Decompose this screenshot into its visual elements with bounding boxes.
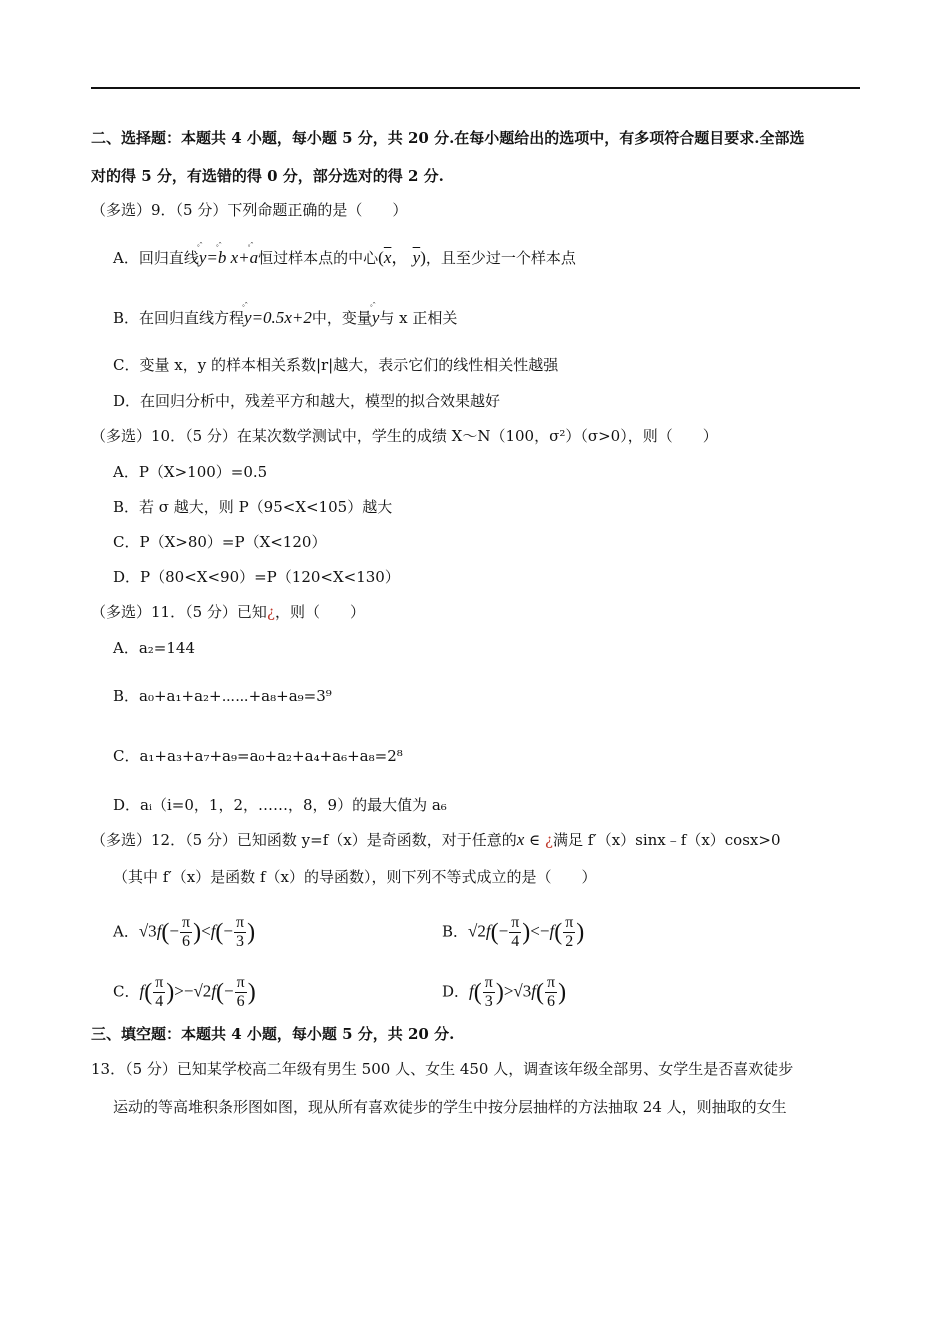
q11-stem-post: ，则（ ） <box>274 603 365 621</box>
q11-stem-pre: （多选）11．（5 分）已知 <box>91 603 267 621</box>
q12-option-c[interactable]: C．f( $\frac{\pi}{4}$ )>−√2f(− $\frac{\pi}{6}$ ) <box>113 974 256 1010</box>
frac-den: 6 <box>236 993 245 1010</box>
q12-stem1-mark: ¿ <box>544 831 553 849</box>
frac-num: π <box>547 974 556 991</box>
q9-stem: （多选）9．（5 分）下列命题正确的是（ ） <box>91 201 408 219</box>
q9-b-post: 与 x 正相关 <box>379 309 458 327</box>
frac-num: π <box>236 914 245 931</box>
q9-option-a[interactable] <box>113 248 576 268</box>
q9-option-b[interactable] <box>113 308 457 328</box>
regression-formula: ◦ˆ y=◦ˆ b x+◦ˆ a <box>199 248 258 267</box>
x-in: x <box>516 830 525 849</box>
q9-b-pre: B．在回归直线方程 <box>113 309 245 327</box>
q12-a-label: A． <box>113 922 139 941</box>
q13-line2: 运动的等高堆积条形图如图，现从所有喜欢徒步的学生中按分层抽样的方法抽取 24 人，则抽取的女生 <box>113 1098 787 1116</box>
q10-option-c[interactable]: C．P（X>80）=P（X<120） <box>113 533 327 551</box>
q12-c-label: C． <box>113 982 140 1001</box>
q12-option-a[interactable]: A．√3f(− $\frac{\pi}{6}$ )<f(− $\frac{\pi}{3}$ ) <box>113 914 256 950</box>
regression-equation: ◦ˆ y=0.5x+2 <box>244 308 312 327</box>
q11-stem <box>91 602 365 622</box>
frac-den: 4 <box>511 933 520 950</box>
frac-num: π <box>511 914 520 931</box>
q9-a-post: 恒过样本点的中心 <box>258 249 379 267</box>
frac-den: 2 <box>565 933 574 950</box>
q12-option-d[interactable]: D．f( $\frac{\pi}{3}$ )>√3f( $\frac{\pi}{6}$ ) <box>442 974 567 1010</box>
q10-option-b[interactable]: B．若 σ 越大，则 P（95<X<105）越大 <box>113 498 393 516</box>
frac-den: 3 <box>484 993 493 1010</box>
q9-a-pre: A．回归直线 <box>113 249 199 267</box>
q9-a-tail: ，且至少过一个样本点 <box>425 249 576 267</box>
frac-num: π <box>565 914 574 931</box>
section2-line2: 对的得 5 分，有选错的得 0 分，部分选对的得 2 分. <box>91 167 444 185</box>
y-hat: ◦ˆ y <box>372 308 380 328</box>
sample-center: ($\overline{x}$， $\overline{y}$) <box>378 248 426 267</box>
frac-den: 6 <box>182 933 191 950</box>
q9-b-mid: 中，变量 <box>311 309 372 327</box>
q10-stem: （多选）10．（5 分）在某次数学测试中，学生的成绩 X～N（100，σ²）（σ>0），则（ ） <box>91 427 718 445</box>
frac-num: π <box>182 914 191 931</box>
q12-b-label: B． <box>442 922 469 941</box>
q11-stem-mark: ¿ <box>266 603 275 621</box>
q10-option-a[interactable]: A．P（X>100）=0.5 <box>113 463 268 481</box>
q12-stem1-post: 满足 f′（x）sinx﹣f（x）cosx>0 <box>552 831 781 849</box>
frac-num: π <box>155 974 164 991</box>
q12-stem1-pre: （多选）12．（5 分）已知函数 y=f（x）是奇函数，对于任意的 <box>91 831 517 849</box>
section2-line1: 二、选择题：本题共 4 小题，每小题 5 分，共 20 分.在每小题给出的选项中，有多项符合题目要求.全部选 <box>91 129 805 147</box>
section3-title: 三、填空题：本题共 4 小题，每小题 5 分，共 20 分. <box>91 1025 455 1043</box>
q9-option-d[interactable]: D．在回归分析中，残差平方和越大，模型的拟合效果越好 <box>113 392 501 410</box>
frac-num: π <box>236 974 245 991</box>
q11-option-c[interactable]: C．a₁+a₃+a₇+a₉=a₀+a₂+a₄+a₆+a₈=2⁸ <box>113 747 403 765</box>
q12-stem-line1: （多选）12．（5 分）已知函数 y=f（x）是奇函数，对于任意的x ∈ ¿满足 f′（x）sinx﹣f（x）cosx>0 <box>91 830 781 849</box>
q12-stem-line2: （其中 f′（x）是函数 f（x）的导函数），则下列不等式成立的是（ ） <box>113 868 597 886</box>
q13-line1: 13．（5 分）已知某学校高二年级有男生 500 人、女生 450 人，调查该年级全部男、女学生是否喜欢徒步 <box>91 1060 794 1078</box>
q9-option-c[interactable]: C．变量 x，y 的样本相关系数|r|越大，表示它们的线性相关性越强 <box>113 356 559 374</box>
frac-den: 3 <box>236 933 245 950</box>
frac-den: 6 <box>547 993 556 1010</box>
frac-den: 4 <box>155 993 164 1010</box>
q11-option-d[interactable]: D．aᵢ（i=0，1，2，……，8，9）的最大值为 a₆ <box>113 796 447 814</box>
q12-d-label: D． <box>442 982 470 1001</box>
q11-option-a[interactable]: A．a₂=144 <box>113 639 195 657</box>
q10-option-d[interactable]: D．P（80<X<90）=P（120<X<130） <box>113 568 400 586</box>
header-rule <box>91 87 860 89</box>
frac-num: π <box>484 974 493 991</box>
q11-option-b[interactable]: B．a₀+a₁+a₂+⋯⋯+a₈+a₉=3⁹ <box>113 687 332 705</box>
q12-option-b[interactable]: B．√2f(− $\frac{\pi}{4}$ )<−f( $\frac{\pi}{2}$ ) <box>442 914 585 950</box>
